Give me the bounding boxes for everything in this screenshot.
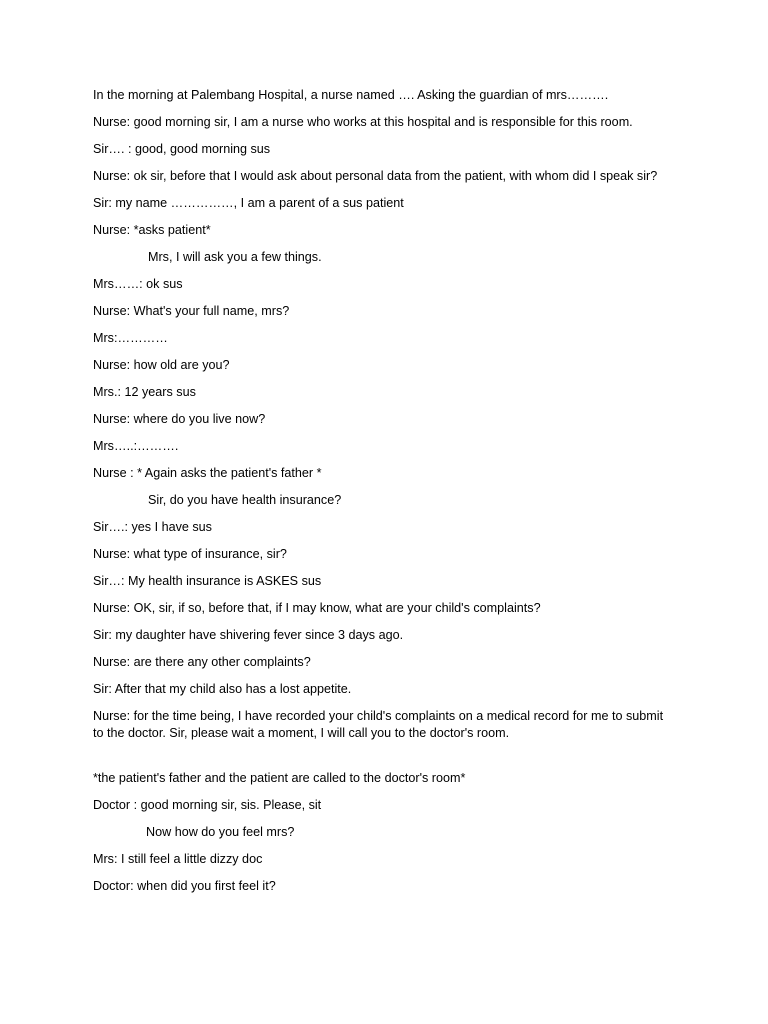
narration-line: *the patient's father and the patient are called to the doctor's room*	[93, 771, 466, 785]
dialogue-line: Nurse: OK, sir, if so, before that, if I may know, what are your child's complaints?	[93, 601, 541, 615]
dialogue-line: Nurse: for the time being, I have recorded your child's complaints on a medical record for me to submit to the doctor. Sir, please wait a moment, I will call you to the doctor's room.	[93, 709, 664, 740]
dialogue-line: Nurse: What's your full name, mrs?	[93, 304, 290, 318]
dialogue-continuation: Sir, do you have health insurance?	[148, 493, 342, 507]
dialogue-line: Mrs:…………	[93, 331, 168, 345]
dialogue-line: Nurse: what type of insurance, sir?	[93, 547, 287, 561]
dialogue-line: Sir…. : good, good morning sus	[93, 142, 271, 156]
dialogue-line: Nurse: *asks patient*	[93, 223, 211, 237]
dialogue-line: Nurse: where do you live now?	[93, 412, 266, 426]
dialogue-line: Mrs: I still feel a little dizzy doc	[93, 852, 263, 866]
document-body	[93, 87, 668, 905]
dialogue-line: Nurse: good morning sir, I am a nurse who works at this hospital and is responsible for this room.	[93, 115, 633, 129]
dialogue-line: Sir…: My health insurance is ASKES sus	[93, 574, 322, 588]
dialogue-line: Mrs……: ok sus	[93, 277, 183, 291]
dialogue-line: Nurse: ok sir, before that I would ask about personal data from the patient, with whom did I speak sir?	[93, 169, 658, 183]
dialogue-line: Sir: After that my child also has a lost appetite.	[93, 682, 352, 696]
dialogue-line: Doctor: when did you first feel it?	[93, 879, 276, 893]
dialogue-line: Nurse : * Again asks the patient's father *	[93, 466, 322, 480]
dialogue-line: Sir: my daughter have shivering fever since 3 days ago.	[93, 628, 404, 642]
dialogue-line: Doctor : good morning sir, sis. Please, sit	[93, 798, 322, 812]
narration-line: In the morning at Palembang Hospital, a nurse named …. Asking the guardian of mrs……….	[93, 88, 609, 102]
dialogue-continuation: Mrs, I will ask you a few things.	[148, 250, 322, 264]
dialogue-line: Nurse: are there any other complaints?	[93, 655, 311, 669]
dialogue-continuation: Now how do you feel mrs?	[146, 825, 295, 839]
dialogue-line: Sir: my name ……………, I am a parent of a sus patient	[93, 196, 404, 210]
dialogue-line: Mrs…..:……….	[93, 439, 179, 453]
dialogue-line: Nurse: how old are you?	[93, 358, 230, 372]
dialogue-line: Sir….: yes I have sus	[93, 520, 212, 534]
dialogue-line: Mrs.: 12 years sus	[93, 385, 196, 399]
